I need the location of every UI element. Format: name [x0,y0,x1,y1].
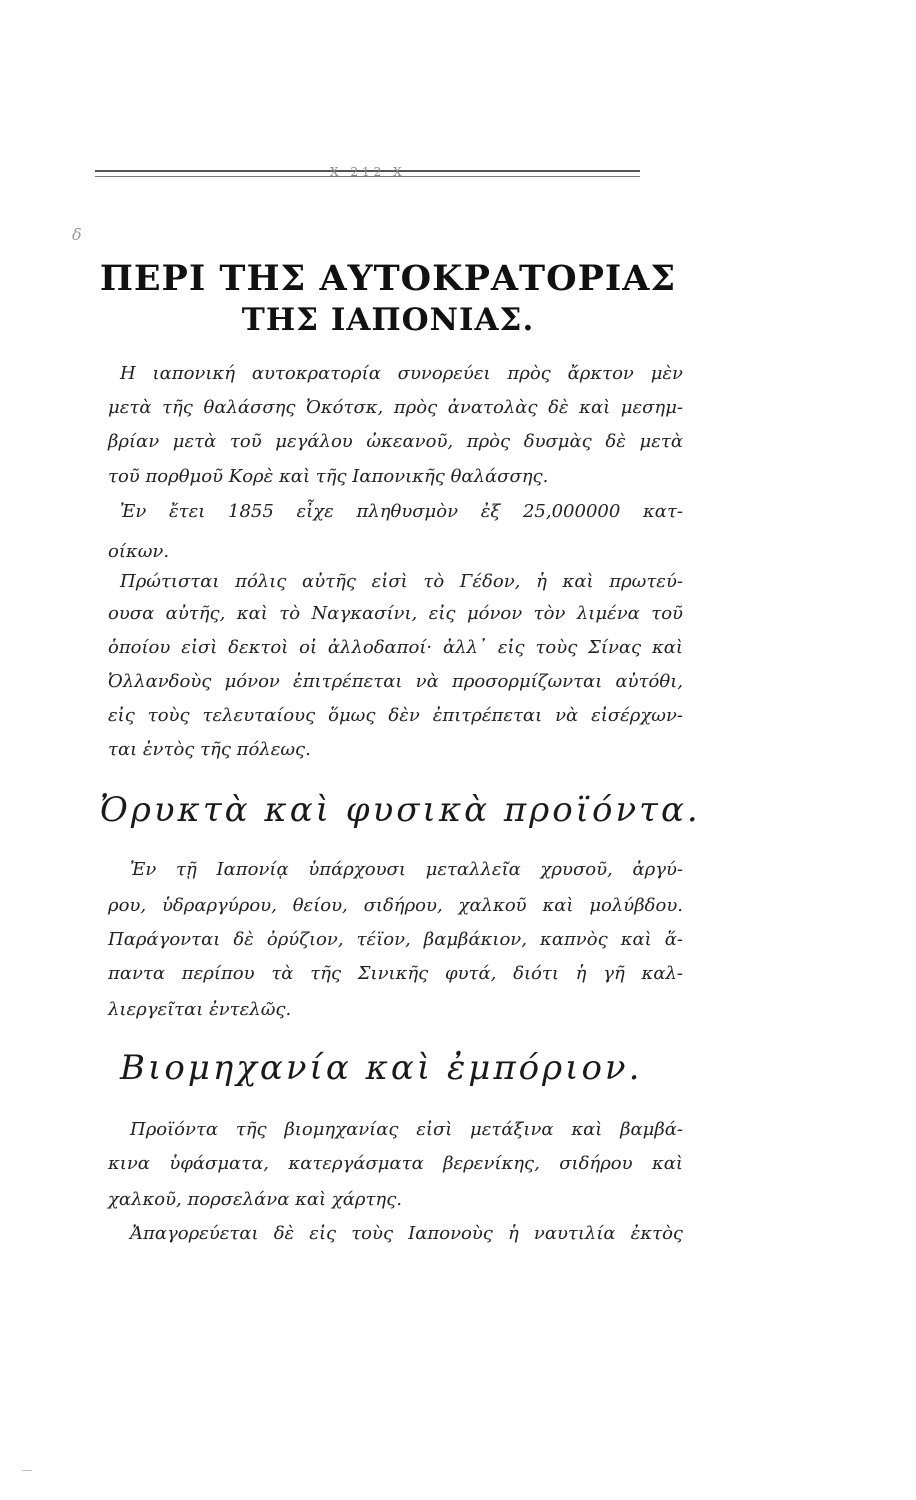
section-heading-minerals: Ὀρυκτὰ καὶ φυσικὰ προϊόντα. [100,790,701,830]
page-speck [22,1470,32,1476]
paragraph-line: τοῦ πορθμοῦ Κορὲ καὶ τῆς Ιαπονικῆς θαλάσσης. [108,466,549,487]
paragraph-line: βρίαν μετὰ τοῦ μεγάλου ὠκεανοῦ, πρὸς δυσμὰς δὲ μετὰ [108,431,683,452]
paragraph-line: κινα ὑφάσματα, κατεργάσματα βερενίκης, σιδήρου καὶ [108,1153,683,1174]
paragraph-line: Προϊόντα τῆς βιομηχανίας εἰσὶ μετάξινα καὶ βαμβά- [130,1119,683,1140]
paragraph-line: ουσα αὐτῆς, καὶ τὸ Ναγκασίνι, εἰς μόνον τὸν λιμένα τοῦ [108,603,683,624]
paragraph-line: μετὰ τῆς θαλάσσης Ὀκότσκ, πρὸς ἀνατολὰς δὲ καὶ μεσημ- [108,397,683,418]
paragraph-line: χαλκοῦ, πορσελάνα καὶ χάρτης. [108,1189,403,1210]
paragraph-line: Ἀπαγορεύεται δὲ εἰς τοὺς Ιαπονοὺς ἡ ναυτιλία ἐκτὸς [130,1223,683,1244]
running-head: Χ 212 Χ [330,165,406,179]
section-heading-industry: Βιομηχανία καὶ ἐμπόριον. [120,1048,643,1088]
paragraph-line: εἰς τοὺς τελευταίους ὅμως δὲν ἐπιτρέπεται νὰ εἰσέρχων- [108,705,683,726]
paragraph-line: Ὀλλανδοὺς μόνον ἐπιτρέπεται νὰ προσορμίζωνται αὐτόθι, [108,671,683,692]
paragraph-line: Ἐν ἔτει 1855 εἶχε πληθυσμὸν ἐξ 25,000000 κατ- [120,501,683,522]
paragraph-line: Ἐν τῇ Ιαπονίᾳ ὑπάρχουσι μεταλλεῖα χρυσοῦ, ἀργύ- [130,859,683,880]
paragraph-line: Η ιαπονική αυτοκρατορία συνορεύει πρὸς ἄρκτον μὲν [120,363,683,384]
paragraph-line: ὁποίου εἰσὶ δεκτοὶ οἱ ἀλλοδαποί· ἀλλ᾽ εἰς τοὺς Σίνας καὶ [108,637,683,658]
paragraph-line: ρου, ὑδραργύρου, θείου, σιδήρου, χαλκοῦ καὶ μολύβδου. [108,895,683,916]
page-title-line-1: ΠΕΡΙ ΤΗΣ ΑΥΤΟΚΡΑΤΟΡΙΑΣ [99,258,677,299]
page-title-line-2: ΤΗΣ ΙΑΠΟΝΙΑΣ. [241,302,535,338]
paragraph-line: λιεργεῖται ἐντελῶς. [108,999,292,1020]
paragraph-line: οίκων. [108,541,170,562]
paragraph-line: Παράγονται δὲ ὀρύζιον, τέϊον, βαμβάκιον, καπνὸς καὶ ἅ- [108,929,683,950]
paragraph-line: ται ἐντὸς τῆς πόλεως. [108,739,311,760]
paragraph-line: παντα περίπου τὰ τῆς Σινικῆς φυτά, διότι ἡ γῆ καλ- [108,963,683,984]
folio-mark: δ [72,225,82,244]
paragraph-line: Πρώτισται πόλις αὐτῆς εἰσὶ τὸ Γέδον, ἡ καὶ πρωτεύ- [120,571,683,592]
